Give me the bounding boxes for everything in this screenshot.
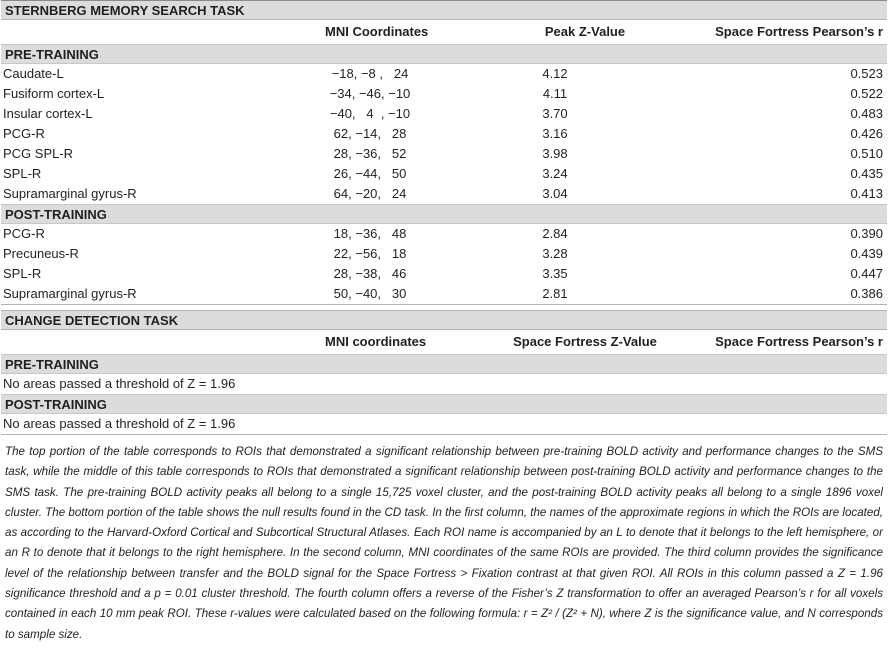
mni-coordinates-cell: 18, −36, 48	[333, 226, 407, 241]
cd-post-training-label: POST-TRAINING	[1, 394, 887, 414]
sms-header-roi	[1, 20, 315, 44]
pearson-r-cell: 0.522	[850, 86, 883, 101]
z-value-cell: 2.81	[542, 286, 568, 301]
cd-header-roi	[1, 330, 315, 354]
table-row	[1, 224, 887, 244]
pearson-r-cell: 0.510	[850, 146, 883, 161]
table-row	[1, 144, 887, 164]
pearson-r-cell: 0.447	[850, 266, 883, 281]
mni-coordinates-cell: −18, −8 , 24	[331, 66, 409, 81]
z-value-cell: 4.11	[542, 86, 568, 101]
z-value-cell: 3.35	[542, 266, 568, 281]
sms-post-training-label: POST-TRAINING	[1, 204, 887, 224]
roi-name-cell: Fusiform cortex-L	[3, 86, 105, 101]
roi-name-cell: Caudate-L	[3, 66, 64, 81]
roi-name-cell: Supramarginal gyrus-R	[3, 186, 137, 201]
mni-coordinates-cell: 28, −38, 46	[333, 266, 407, 281]
z-value-cell: 3.04	[542, 186, 568, 201]
mni-coordinates-cell: 62, −14, 28	[333, 126, 407, 141]
roi-name-cell: SPL-R	[3, 166, 42, 181]
cd-post-training-null-result: No areas passed a threshold of Z = 1.96	[1, 414, 887, 435]
sms-header-z: Peak Z-Value	[544, 24, 626, 39]
z-value-cell: 3.98	[542, 146, 568, 161]
cd-pre-training-null-result: No areas passed a threshold of Z = 1.96	[3, 376, 236, 391]
sms-section-title: STERNBERG MEMORY SEARCH TASK	[1, 0, 887, 20]
roi-name-cell: Insular cortex-L	[3, 106, 93, 121]
z-value-cell: 2.84	[542, 226, 568, 241]
sms-post-training-rows	[1, 224, 887, 305]
mni-coordinates-cell: 50, −40, 30	[333, 286, 407, 301]
mni-coordinates-cell: 26, −44, 50	[333, 166, 407, 181]
mni-coordinates-cell: 22, −56, 18	[333, 246, 407, 261]
z-value-cell: 3.24	[542, 166, 568, 181]
table-row	[1, 64, 887, 84]
sms-pre-training-label: PRE-TRAINING	[1, 44, 887, 64]
pearson-r-cell: 0.523	[850, 66, 883, 81]
pearson-r-cell: 0.390	[850, 226, 883, 241]
pearson-r-cell: 0.483	[850, 106, 883, 121]
roi-name-cell: PCG-R	[3, 226, 45, 241]
table-row	[1, 84, 887, 104]
pearson-r-cell: 0.413	[850, 186, 883, 201]
mni-coordinates-cell: −40, 4 , −10	[329, 106, 411, 121]
z-value-cell: 3.70	[542, 106, 568, 121]
table-row	[1, 284, 887, 304]
results-table	[1, 0, 887, 645]
sms-header-r: Space Fortress Pearson’s r	[715, 24, 883, 39]
roi-name-cell: PCG SPL-R	[3, 146, 74, 161]
pearson-r-cell: 0.439	[850, 246, 883, 261]
pearson-r-cell: 0.426	[850, 126, 883, 141]
cd-header-r: Space Fortress Pearson’s r	[715, 334, 883, 349]
cd-header-z: Space Fortress Z-Value	[513, 334, 657, 349]
mni-coordinates-cell: −34, −46, −10	[329, 86, 411, 101]
pearson-r-cell: 0.386	[850, 286, 883, 301]
roi-name-cell: PCG-R	[3, 126, 45, 141]
sms-header-mni: MNI Coordinates	[325, 24, 429, 39]
table-row	[1, 184, 887, 204]
roi-name-cell: SPL-R	[3, 266, 42, 281]
sms-pre-training-rows	[1, 64, 887, 204]
cd-header-mni: MNI coordinates	[325, 334, 427, 349]
roi-name-cell: Supramarginal gyrus-R	[3, 286, 137, 301]
z-value-cell: 4.12	[542, 66, 568, 81]
table-row	[1, 244, 887, 264]
cd-section-title: CHANGE DETECTION TASK	[1, 310, 887, 330]
table-row	[1, 104, 887, 124]
table-row	[1, 264, 887, 284]
sms-header-row	[1, 20, 887, 44]
pearson-r-cell: 0.435	[850, 166, 883, 181]
z-value-cell: 3.16	[542, 126, 568, 141]
table-row	[1, 124, 887, 144]
cd-pre-training-label: PRE-TRAINING	[1, 354, 887, 374]
mni-coordinates-cell: 64, −20, 24	[333, 186, 407, 201]
z-value-cell: 3.28	[542, 246, 568, 261]
table-row	[1, 164, 887, 184]
table-footnote: The top portion of the table corresponds to ROIs that demonstrated a significant relationship between pre-training BOLD activity and performance changes to the SMS task, while the middle of this table corresponds to ROIs that demonstrated a significant relationship between post-training BOLD activity and performance changes to the SMS task. The pre-training BOLD activity peaks all belong to a single 15,725 voxel cluster, and the post-training BOLD activity peaks all belong to a single 1896 voxel cluster. The bottom portion of the table shows the null results found in the CD task. In the first column, the names of the approximate regions in which the ROIs are located, as according to the Harvard-Oxford Cortical and Subcortical Structural Atlases. Each ROI name is accompanied by an L to denote that it belongs to the left hemisphere, or an R to denote that it belongs to the right hemisphere. In the second column, MNI coordinates of the same ROIs are provided. The third column provides the significance level of the relationship between transfer and the BOLD signal for the Space Fortress > Fixation contrast at that given ROI. All ROIs in this column passed a Z = 1.96 significance threshold and a p = 0.01 cluster threshold. The fourth column offers a reverse of the Fisher’s Z transformation to offer an averaged Pearson’s r for all voxels contained in each 10 mm peak ROI. These r-values were calculated based on the following formula: r = Z² / (Z² + N), where Z is the significance value, and N corresponds to sample size.	[5, 445, 883, 641]
roi-name-cell: Precuneus-R	[3, 246, 79, 261]
cd-header-row	[1, 330, 887, 354]
mni-coordinates-cell: 28, −36, 52	[333, 146, 407, 161]
